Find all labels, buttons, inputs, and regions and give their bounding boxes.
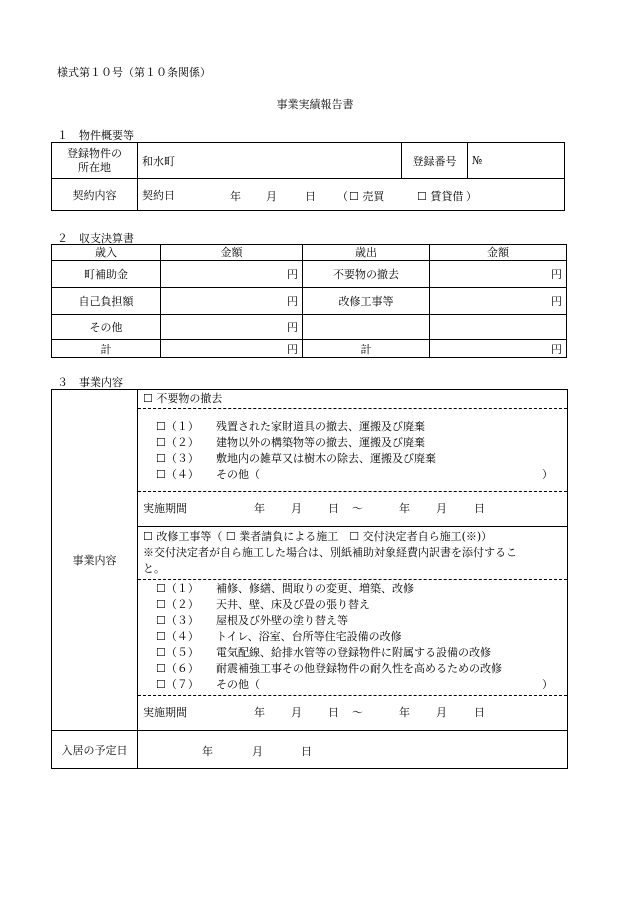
income-amount[interactable]: 円 — [161, 261, 303, 288]
renovation-item[interactable] — [138, 581, 567, 597]
income-label: 自己負担額 — [52, 288, 161, 315]
movein-year: 年 — [202, 745, 213, 758]
renovation-period-label: 実施期間 — [143, 706, 187, 719]
removal-close-paren: ） — [542, 468, 553, 481]
removal-period-end-month: 月 — [436, 502, 447, 515]
expense-label: 改修工事等 — [303, 288, 430, 315]
renovation-item[interactable] — [138, 613, 567, 629]
expense-amount[interactable] — [430, 315, 567, 340]
expense-amount[interactable]: 円 — [430, 261, 567, 288]
movein-day: 日 — [301, 745, 312, 758]
renovation-item-text: 天井、壁、床及び畳の張り替え — [216, 598, 370, 611]
removal-item-no: ☐（１） — [156, 420, 199, 433]
renovation-list — [138, 579, 567, 695]
renovation-note-line1: ※交付決定者が自ら施工した場合は、別紙補助対象経費内訳書を添付するこ — [143, 546, 517, 559]
removal-period-month: 月 — [291, 502, 302, 515]
business-table — [51, 389, 568, 769]
renovation-period-end-day: 日 — [474, 706, 485, 719]
reg-no-label: 登録番号 — [402, 143, 468, 179]
renovation-item-text: 耐震補強工事その他登録物件の耐久性を高めるための改修 — [216, 662, 502, 675]
header-expense: 歳出 — [303, 245, 430, 261]
document-title: 事業実績報告書 — [276, 98, 354, 111]
contract-paren-close: ） — [466, 190, 477, 203]
renovation-period-year: 年 — [254, 706, 265, 719]
location-label-line1: 登録物件の — [67, 146, 122, 160]
section1-heading: １ 物件概要等 — [57, 129, 134, 142]
removal-item[interactable] — [138, 451, 567, 467]
contract-type-lease[interactable]: ☐ 賃貸借 — [417, 190, 464, 203]
movein-label: 入居の予定日 — [52, 731, 138, 769]
renovation-item-no: ☐（２） — [156, 598, 199, 611]
property-table — [51, 142, 565, 211]
renovation-item-no: ☐（５） — [156, 646, 199, 659]
renovation-period-end-month: 月 — [436, 706, 447, 719]
movein-date[interactable] — [138, 731, 568, 769]
header-income: 歳入 — [52, 245, 161, 261]
expense-total-label: 計 — [303, 340, 430, 358]
removal-item-no: ☐（４） — [156, 468, 199, 481]
renovation-item[interactable] — [138, 597, 567, 613]
removal-item-no: ☐（２） — [156, 436, 199, 449]
income-total-amount[interactable]: 円 — [161, 340, 303, 358]
contract-type-sale[interactable]: ☐ 売買 — [349, 190, 385, 203]
renovation-header — [138, 526, 567, 579]
removal-item[interactable] — [138, 419, 567, 435]
contract-content[interactable] — [138, 179, 565, 211]
removal-title[interactable]: ☐ 不要物の撤去 — [143, 392, 223, 405]
removal-period[interactable] — [138, 491, 567, 526]
renovation-item-no: ☐（７） — [156, 678, 199, 691]
location-value[interactable]: 和水町 — [138, 143, 402, 179]
renovation-period-tilde: ～ — [352, 706, 363, 719]
renovation-note-line2: と。 — [143, 562, 165, 575]
contract-paren-open: （ — [337, 190, 348, 203]
location-label-line2: 所在地 — [78, 160, 111, 174]
renovation-item-text: その他（ — [216, 678, 260, 691]
movein-month: 月 — [252, 745, 263, 758]
renovation-item-text: 屋根及び外壁の塗り替え等 — [216, 614, 348, 627]
removal-period-tilde: ～ — [352, 502, 363, 515]
business-label: 事業内容 — [52, 390, 138, 731]
location-label — [52, 143, 138, 179]
renovation-item-no: ☐（１） — [156, 582, 199, 595]
contract-day: 日 — [305, 190, 316, 203]
removal-list — [138, 408, 567, 491]
income-label: その他 — [52, 315, 161, 340]
expense-label: 不要物の撤去 — [303, 261, 430, 288]
renovation-title[interactable]: ☐ 改修工事等（ ☐ 業者請負による施工 ☐ 交付決定者自ら施工(※)） — [143, 530, 493, 543]
removal-item-text: その他（ — [216, 468, 260, 481]
removal-item[interactable] — [138, 467, 567, 483]
removal-item-no: ☐（３） — [156, 452, 199, 465]
header-income-amount: 金額 — [161, 245, 303, 261]
settlement-table — [51, 244, 567, 358]
income-total-label: 計 — [52, 340, 161, 358]
income-amount[interactable]: 円 — [161, 288, 303, 315]
removal-item[interactable] — [138, 435, 567, 451]
contract-year: 年 — [230, 190, 241, 203]
expense-label — [303, 315, 430, 340]
renovation-item[interactable] — [138, 661, 567, 677]
renovation-item[interactable] — [138, 677, 567, 693]
removal-period-day: 日 — [328, 502, 339, 515]
removal-item-text: 残置された家財道具の撤去、運搬及び廃棄 — [216, 420, 425, 433]
renovation-period-end-year: 年 — [399, 706, 410, 719]
renovation-item-text: トイレ、浴室、台所等住宅設備の改修 — [216, 630, 402, 643]
renovation-item-no: ☐（４） — [156, 630, 199, 643]
renovation-item-no: ☐（３） — [156, 614, 199, 627]
renovation-period-day: 日 — [328, 706, 339, 719]
contract-month: 月 — [266, 190, 277, 203]
removal-period-year: 年 — [254, 502, 265, 515]
form-number: 様式第１０号（第１０条関係） — [57, 66, 211, 79]
section3-heading: ３ 事業内容 — [57, 376, 123, 389]
income-amount[interactable]: 円 — [161, 315, 303, 340]
renovation-item-text: 補修、修繕、間取りの変更、増築、改修 — [216, 582, 414, 595]
removal-item-text: 建物以外の構築物等の撤去、運搬及び廃棄 — [216, 436, 425, 449]
section2-heading: ２ 収支決算書 — [57, 232, 134, 245]
removal-period-end-day: 日 — [474, 502, 485, 515]
renovation-period-month: 月 — [291, 706, 302, 719]
header-expense-amount: 金額 — [430, 245, 567, 261]
contract-date-label: 契約日 — [142, 188, 175, 202]
income-label: 町補助金 — [52, 261, 161, 288]
renovation-item[interactable] — [138, 629, 567, 645]
renovation-period[interactable] — [138, 695, 567, 730]
renovation-close-paren: ） — [542, 678, 553, 691]
removal-period-end-year: 年 — [399, 502, 410, 515]
removal-item-text: 敷地内の雑草又は樹木の除去、運搬及び廃棄 — [216, 452, 436, 465]
renovation-item-text: 電気配線、給排水管等の登録物件に附属する設備の改修 — [216, 646, 491, 659]
reg-no-value[interactable]: № — [468, 143, 565, 179]
renovation-item-no: ☐（６） — [156, 662, 199, 675]
contract-label: 契約内容 — [52, 179, 138, 211]
expense-total-amount[interactable]: 円 — [430, 340, 567, 358]
renovation-item[interactable] — [138, 645, 567, 661]
business-content — [138, 390, 568, 731]
removal-period-label: 実施期間 — [143, 502, 187, 515]
expense-amount[interactable]: 円 — [430, 288, 567, 315]
